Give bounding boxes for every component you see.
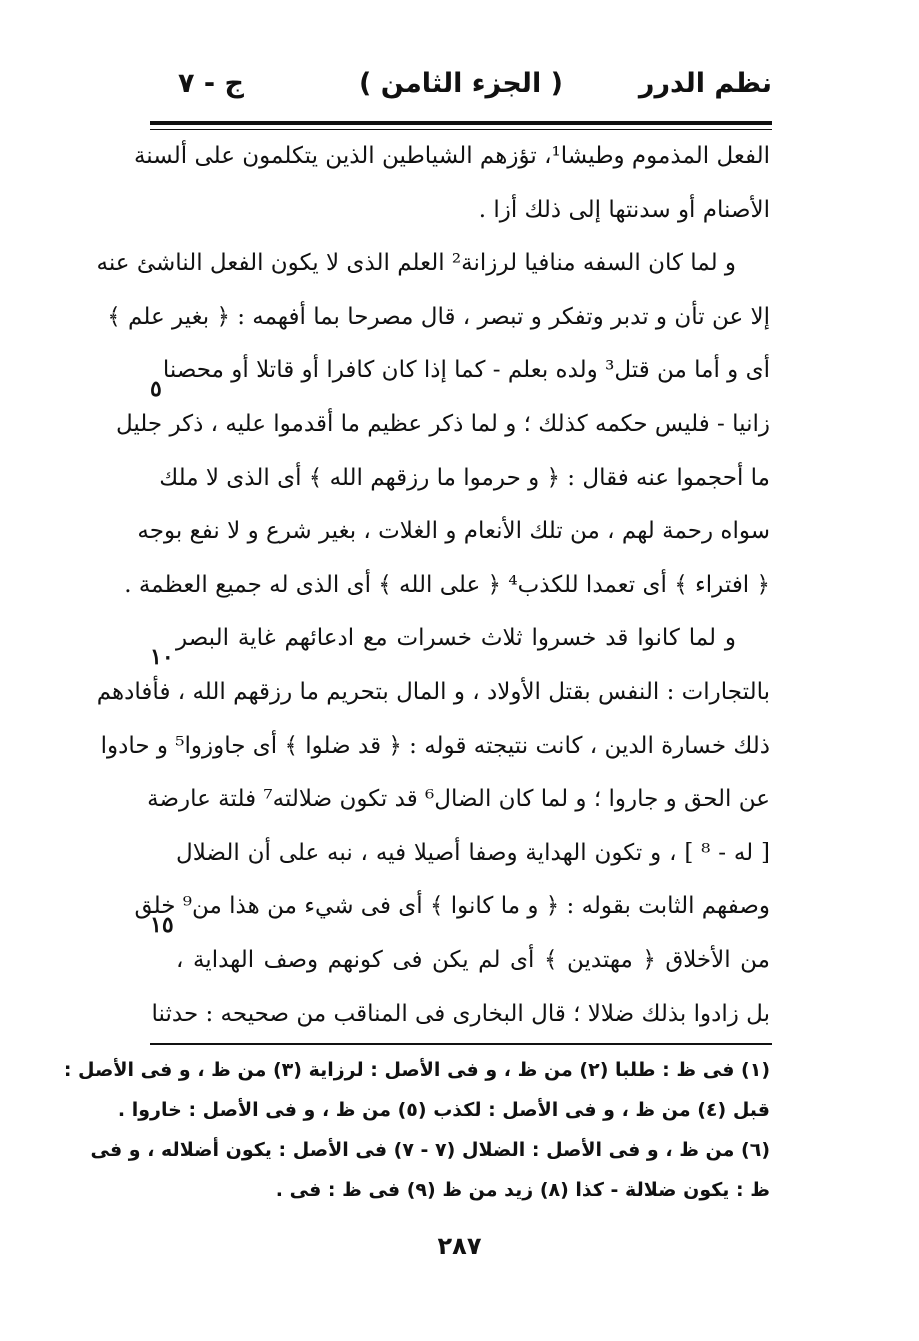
text-line: و لما كان السفه منافيا لرزانة² العلم الذى لا يكون الفعل الناشئ عنه xyxy=(96,250,736,277)
footnote-line: قبل (٤) من ظ ، و فى الأصل : لكذب (٥) من ظ ، و فى الأصل : خاروا . xyxy=(117,1099,770,1121)
chapter-reference: ج - ٧ xyxy=(178,68,244,99)
page-number: ٢٨٧ xyxy=(437,1232,482,1260)
footnote-line: (١) فى ظ : طلبا (٢) من ظ ، و فى الأصل : لرزاية (٣) من ظ ، و فى الأصل : xyxy=(63,1059,770,1081)
line-number-5: ٥ xyxy=(150,376,162,402)
footnotes xyxy=(63,1050,770,1210)
text-line: [ له - ⁸ ] ، و تكون الهداية وصفا أصيلا فيه ، نبه على أن الضلال xyxy=(176,839,770,866)
footnote-line: ظ : يكون ضلالة - كذا (٨) زيد من ظ (٩) فى ظ : فى . xyxy=(275,1179,770,1201)
text-line: عن الحق و جاروا ؛ و لما كان الضال⁶ قد تكون ضلالته⁷ فلتة عارضة xyxy=(147,786,770,813)
text-line: إلا عن تأن و تدبر وتفكر و تبصر ، قال مصرحا بما أفهمه : ﴿ بغير علم ﴾ xyxy=(107,303,770,330)
line-number-15: ١٥ xyxy=(150,912,174,938)
part-title: ( الجزء الثامن ) xyxy=(359,68,563,99)
footnote-line: (٦) من ظ ، و فى الأصل : الضلال (٧ - ٧) فى الأصل : يكون أضلاله ، و فى xyxy=(90,1139,770,1161)
header-rule xyxy=(150,121,772,125)
running-header xyxy=(150,58,772,114)
text-line: من الأخلاق ﴿ مهتدين ﴾ أى لم يكن فى كونهم وصف الهداية ، xyxy=(176,946,770,973)
text-line: بالتجارات : النفس بقتل الأولاد ، و المال بتحريم ما رزقهم الله ، فأفادهم xyxy=(96,678,770,705)
text-line: زانيا - فليس حكمه كذلك ؛ و لما ذكر عظيم ما أقدموا عليه ، ذكر جليل xyxy=(115,410,770,437)
book-title: نظم الدرر xyxy=(638,68,772,99)
text-line: سواه رحمة لهم ، من تلك الأنعام و الغلات ، بغير شرع و لا نفع بوجه xyxy=(137,518,770,545)
text-line: ﴿ افتراء ﴾ أى تعمدا للكذب⁴ ﴿ على الله ﴾ أى الذى له جميع العظمة . xyxy=(124,571,770,598)
text-line: ذلك خسارة الدين ، كانت نتيجته قوله : ﴿ قد ضلوا ﴾ أى جاوزوا⁵ و حادوا xyxy=(100,732,770,759)
text-line: بل زادوا بذلك ضلالا ؛ قال البخارى فى المناقب من صحيحه : حدثنا xyxy=(151,1000,770,1027)
line-number-10: ١٠ xyxy=(150,644,174,670)
footnote-separator xyxy=(150,1043,772,1045)
text-line: الفعل المذموم وطيشا¹، تؤزهم الشياطين الذين يتكلمون على ألسنة xyxy=(133,143,770,169)
text-line: ما أحجموا عنه فقال : ﴿ و حرموا ما رزقهم الله ﴾ أى الذى لا ملك xyxy=(159,464,770,491)
text-line: أى و أما من قتل³ ولده بعلم - كما إذا كان كافرا أو قاتلا أو محصنا xyxy=(162,357,770,384)
text-line: و لما كانوا قد خسروا ثلاث خسرات مع ادعائهم غاية البصر xyxy=(176,625,736,652)
text-line: الأصنام أو سدنتها إلى ذلك أزا . xyxy=(478,196,770,223)
text-line: وصفهم الثابت بقوله : ﴿ و ما كانوا ﴾ أى فى شيء من هذا من⁹ خلق xyxy=(134,893,770,920)
